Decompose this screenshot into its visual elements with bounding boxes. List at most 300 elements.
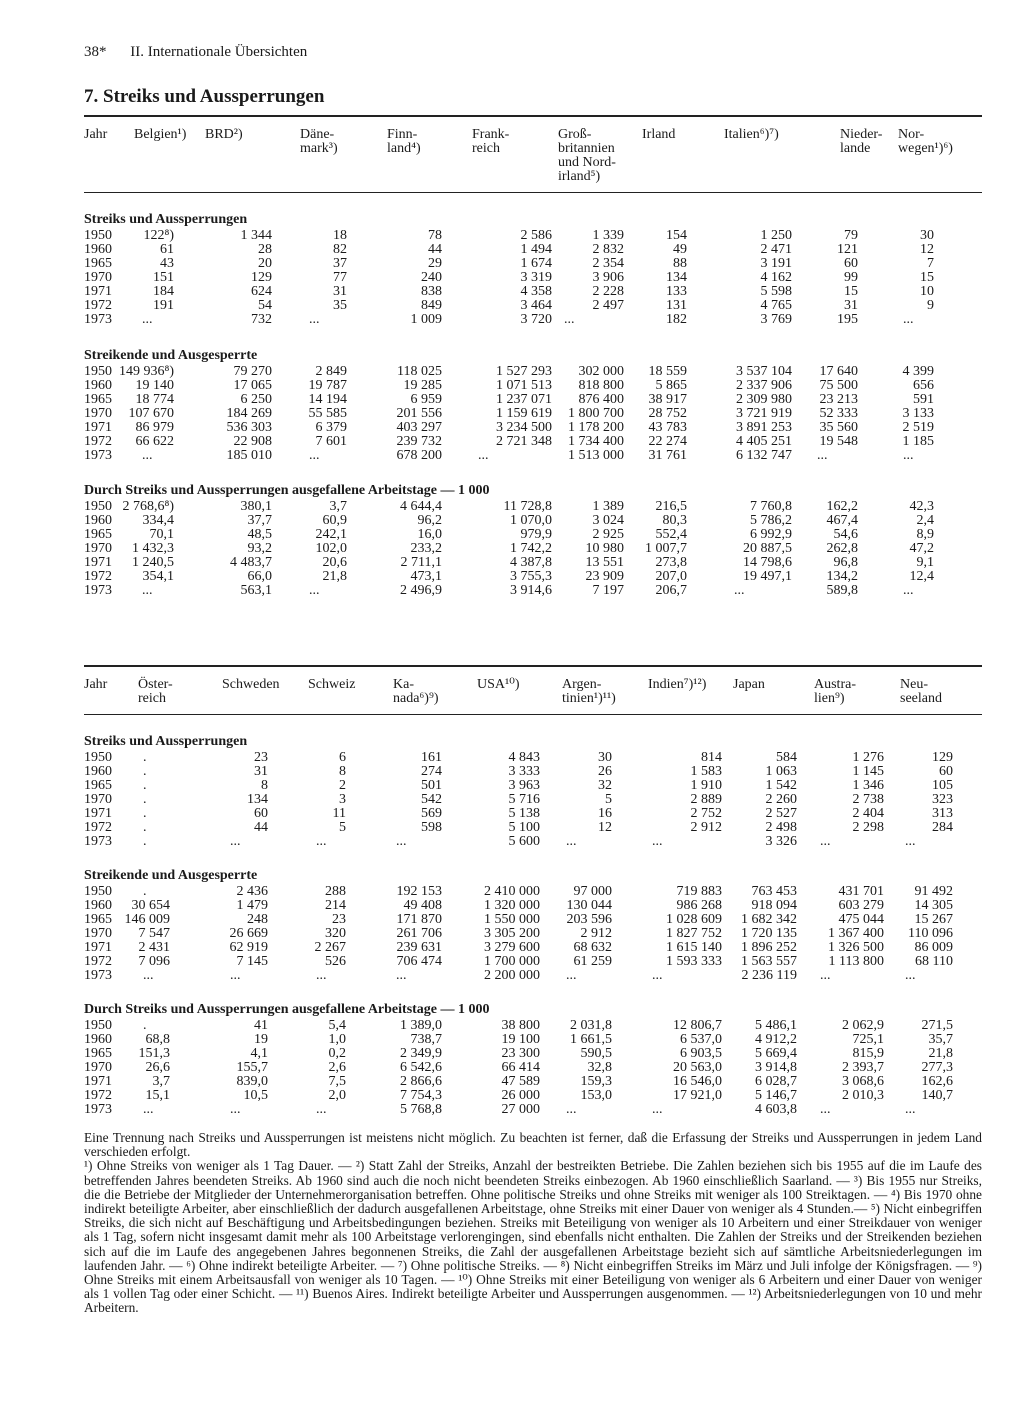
table1-table-row [84, 421, 982, 435]
value-cell: 818 800 [578, 378, 624, 393]
year-cell: 1972 [84, 954, 112, 969]
value-cell: 3 326 [765, 834, 797, 849]
value-cell: 96,2 [417, 513, 442, 528]
value-cell: 706 474 [396, 954, 442, 969]
value-cell: 18 [333, 228, 347, 243]
value-cell: 2,6 [328, 1060, 346, 1075]
value-cell: 31 [844, 298, 858, 313]
value-cell: 35,7 [928, 1032, 953, 1047]
year-cell: 1950 [84, 750, 112, 765]
value-cell: 591 [913, 392, 934, 407]
year-cell: 1970 [84, 926, 112, 941]
value-cell: 8 [261, 778, 268, 793]
value-cell: 302 000 [578, 364, 624, 379]
value-cell: 2 519 [902, 420, 934, 435]
value-cell: 17 065 [233, 378, 272, 393]
value-cell: 47,2 [909, 541, 934, 556]
year-cell: 1972 [84, 434, 112, 449]
value-cell: 79 [844, 228, 858, 243]
value-cell: 5 486,1 [755, 1018, 797, 1033]
table2-col-header: USA¹⁰) [477, 677, 520, 692]
value-cell: 2 768,6⁸) [122, 499, 174, 514]
value-cell: 26 [598, 764, 612, 779]
value-cell: 22 908 [233, 434, 272, 449]
value-cell: 88 [673, 256, 687, 271]
value-cell: 5,4 [328, 1018, 346, 1033]
table1-table-row [84, 243, 982, 257]
value-cell: 107 670 [128, 406, 174, 421]
value-cell: 2 866,6 [400, 1074, 442, 1089]
year-cell: 1950 [84, 1018, 112, 1033]
value-cell: 185 010 [226, 448, 272, 463]
table2-table-row [84, 1061, 982, 1075]
value-cell: 17 640 [819, 364, 858, 379]
year-cell: 1973 [84, 583, 112, 598]
value-cell: . [143, 792, 147, 807]
table2-table-row [84, 899, 982, 913]
value-cell: 31 761 [648, 448, 687, 463]
value-cell: 12 [598, 820, 612, 835]
value-cell: 60 [844, 256, 858, 271]
value-cell: 589,8 [826, 583, 858, 598]
value-cell: 7,5 [328, 1074, 346, 1089]
value-cell: 3 891 253 [736, 420, 792, 435]
value-cell: 5 [605, 792, 612, 807]
value-cell: ... [905, 1102, 916, 1117]
value-cell: 15 [920, 270, 934, 285]
value-cell: 12 [920, 242, 934, 257]
value-cell: 10 980 [585, 541, 624, 556]
value-cell: 23 [254, 750, 268, 765]
value-cell: 6 379 [315, 420, 347, 435]
value-cell: 4,1 [250, 1046, 268, 1061]
year-cell: 1972 [84, 569, 112, 584]
value-cell: 569 [421, 806, 442, 821]
value-cell: 86 979 [135, 420, 174, 435]
value-cell: 28 752 [648, 406, 687, 421]
value-cell: 129 [932, 750, 953, 765]
value-cell: 2 586 [520, 228, 552, 243]
value-cell: 2 393,7 [842, 1060, 884, 1075]
value-cell: 91 492 [914, 884, 953, 899]
value-cell: 233,2 [410, 541, 442, 556]
table2-table-row [84, 1033, 982, 1047]
value-cell: 732 [251, 312, 272, 327]
value-cell: 239 732 [396, 434, 442, 449]
value-cell: 6 992,9 [750, 527, 792, 542]
year-cell: 1965 [84, 256, 112, 271]
value-cell: 473,1 [410, 569, 442, 584]
value-cell: 1 800 700 [568, 406, 624, 421]
year-cell: 1960 [84, 378, 112, 393]
year-cell: 1965 [84, 527, 112, 542]
footnotes [84, 1131, 982, 1316]
value-cell: 206,7 [655, 583, 687, 598]
year-cell: 1970 [84, 406, 112, 421]
value-cell: 1 542 [765, 778, 797, 793]
value-cell: ... [820, 968, 831, 983]
value-cell: 4 603,8 [755, 1102, 797, 1117]
value-cell: 2 010,3 [842, 1088, 884, 1103]
table2-col-header: Schweden [222, 677, 280, 692]
year-cell: 1965 [84, 778, 112, 793]
value-cell: 2 354 [592, 256, 624, 271]
value-cell: 7 096 [138, 954, 170, 969]
value-cell: 38 917 [648, 392, 687, 407]
value-cell: 153,0 [580, 1088, 612, 1103]
value-cell: 14 798,6 [743, 555, 792, 570]
value-cell: 30 [920, 228, 934, 243]
value-cell: 121 [837, 242, 858, 257]
value-cell: 26,6 [145, 1060, 170, 1075]
value-cell: 162,2 [826, 499, 858, 514]
value-cell: 19 787 [308, 378, 347, 393]
value-cell: 624 [251, 284, 272, 299]
value-cell: 66,0 [247, 569, 272, 584]
value-cell: 146 009 [124, 912, 170, 927]
value-cell: 49 [673, 242, 687, 257]
value-cell: 380,1 [240, 499, 272, 514]
value-cell: 274 [421, 764, 442, 779]
value-cell: 5 716 [508, 792, 540, 807]
value-cell: 313 [932, 806, 953, 821]
value-cell: 4 843 [508, 750, 540, 765]
value-cell: 171 870 [396, 912, 442, 927]
value-cell: 248 [247, 912, 268, 927]
value-cell: 2 031,8 [570, 1018, 612, 1033]
value-cell: 1 563 557 [741, 954, 797, 969]
value-cell: 1 513 000 [568, 448, 624, 463]
value-cell: 2 267 [314, 940, 346, 955]
value-cell: 149 936⁸) [118, 364, 174, 379]
value-cell: . [143, 750, 147, 765]
value-cell: 52 333 [819, 406, 858, 421]
value-cell: 3 537 104 [736, 364, 792, 379]
value-cell: 526 [325, 954, 346, 969]
value-cell: 122⁸) [143, 228, 174, 243]
value-cell: 849 [421, 298, 442, 313]
value-cell: 2 436 [236, 884, 268, 899]
value-cell: ... [396, 968, 407, 983]
value-cell: ... [566, 834, 577, 849]
value-cell: 93,2 [247, 541, 272, 556]
value-cell: 19 100 [501, 1032, 540, 1047]
value-cell: 16 [598, 806, 612, 821]
table1-table-row [84, 285, 982, 299]
value-cell: 15 [844, 284, 858, 299]
value-cell: 31 [333, 284, 347, 299]
value-cell: 2 925 [592, 527, 624, 542]
value-cell: 986 268 [676, 898, 722, 913]
value-cell: 27 000 [501, 1102, 540, 1117]
table2-col-header: Jahr [84, 677, 108, 692]
value-cell: 21,8 [322, 569, 347, 584]
table2-header-rule [84, 714, 982, 715]
value-cell: 431 701 [838, 884, 884, 899]
page-number: 38* [84, 44, 107, 60]
value-cell: 2 849 [315, 364, 347, 379]
table1-table-row [84, 514, 982, 528]
value-cell: 43 [160, 256, 174, 271]
value-cell: 1 346 [852, 778, 884, 793]
value-cell: 31 [254, 764, 268, 779]
value-cell: 3 963 [508, 778, 540, 793]
value-cell: 11 728,8 [503, 499, 552, 514]
value-cell: 2 228 [592, 284, 624, 299]
value-cell: ... [142, 583, 153, 598]
value-cell: 1 344 [240, 228, 272, 243]
value-cell: 1 674 [520, 256, 552, 271]
year-cell: 1950 [84, 364, 112, 379]
value-cell: 195 [837, 312, 858, 327]
table2-table-row [84, 835, 982, 849]
value-cell: 763 453 [751, 884, 797, 899]
value-cell: 475 044 [838, 912, 884, 927]
value-cell: 2 200 000 [484, 968, 540, 983]
value-cell: 1 326 500 [828, 940, 884, 955]
value-cell: 5 146,7 [755, 1088, 797, 1103]
table2-table-row [84, 765, 982, 779]
table1-table-row [84, 407, 982, 421]
value-cell: 61 [160, 242, 174, 257]
value-cell: 5 598 [760, 284, 792, 299]
table2-col-header: Schweiz [308, 677, 356, 692]
table2-col-header: Argen- tinien¹)¹¹) [562, 677, 616, 706]
table1-col-header: BRD²) [205, 127, 243, 142]
value-cell: 133 [666, 284, 687, 299]
value-cell: ... [817, 448, 828, 463]
value-cell: 2 410 000 [484, 884, 540, 899]
value-cell: 102,0 [315, 541, 347, 556]
value-cell: 151,3 [138, 1046, 170, 1061]
value-cell: . [143, 820, 147, 835]
value-cell: 1 896 252 [741, 940, 797, 955]
value-cell: 1 159 619 [496, 406, 552, 421]
table1-table-row [84, 435, 982, 449]
value-cell: 2 337 906 [736, 378, 792, 393]
value-cell: 47 589 [501, 1074, 540, 1089]
value-cell: 1 113 800 [828, 954, 884, 969]
value-cell: 284 [932, 820, 953, 835]
value-cell: 23 [332, 912, 346, 927]
table2-col-header: Indien⁷)¹²) [648, 677, 707, 692]
value-cell: 3,7 [152, 1074, 170, 1089]
value-cell: 2 431 [138, 940, 170, 955]
value-cell: 738,7 [410, 1032, 442, 1047]
value-cell: . [143, 834, 147, 849]
value-cell: 552,4 [655, 527, 687, 542]
value-cell: 161 [421, 750, 442, 765]
value-cell: 1 389,0 [400, 1018, 442, 1033]
year-cell: 1960 [84, 898, 112, 913]
value-cell: 207,0 [655, 569, 687, 584]
value-cell: 44 [254, 820, 268, 835]
value-cell: 918 094 [751, 898, 797, 913]
table2-col-header: Neu- seeland [900, 677, 942, 706]
value-cell: 2,0 [328, 1088, 346, 1103]
value-cell: 1 827 752 [666, 926, 722, 941]
value-cell: 3 755,3 [510, 569, 552, 584]
value-cell: 35 560 [819, 420, 858, 435]
table2-col-header: Austra- lien⁹) [814, 677, 856, 706]
value-cell: 1 910 [690, 778, 722, 793]
value-cell: 23 300 [501, 1046, 540, 1061]
value-cell: 155,7 [236, 1060, 268, 1075]
value-cell: 20 887,5 [743, 541, 792, 556]
value-cell: 12 806,7 [673, 1018, 722, 1033]
value-cell: 61 259 [573, 954, 612, 969]
value-cell: 1 479 [236, 898, 268, 913]
value-cell: 563,1 [240, 583, 272, 598]
value-cell: 6 250 [240, 392, 272, 407]
value-cell: 19 140 [135, 378, 174, 393]
value-cell: 2,4 [916, 513, 934, 528]
value-cell: 2 527 [765, 806, 797, 821]
value-cell: 5 100 [508, 820, 540, 835]
value-cell: 77 [333, 270, 347, 285]
table2-table-row [84, 1019, 982, 1033]
value-cell: 23 909 [585, 569, 624, 584]
value-cell: ... [734, 583, 745, 598]
value-cell: 6 132 747 [736, 448, 792, 463]
value-cell: 7 145 [236, 954, 268, 969]
value-cell: ... [903, 583, 914, 598]
value-cell: 4 387,8 [510, 555, 552, 570]
value-cell: 0,2 [328, 1046, 346, 1061]
value-cell: 3 464 [520, 298, 552, 313]
value-cell: 9,1 [916, 555, 934, 570]
value-cell: 159,3 [580, 1074, 612, 1089]
footnote-intro: Eine Trennung nach Streiks und Aussperrungen ist meistens nicht möglich. Zu beachten ist ferner, daß die Erfassung der Streiks und Aussperrungen in jedem Land verschieden erfolgt. [84, 1130, 982, 1160]
year-cell: 1970 [84, 541, 112, 556]
table1-table-row [84, 271, 982, 285]
year-cell: 1960 [84, 242, 112, 257]
value-cell: 242,1 [315, 527, 347, 542]
value-cell: 154 [666, 228, 687, 243]
value-cell: 2 832 [592, 242, 624, 257]
value-cell: 6 537,0 [680, 1032, 722, 1047]
value-cell: 3 769 [760, 312, 792, 327]
value-cell: 3 914,8 [755, 1060, 797, 1075]
value-cell: 20 563,0 [673, 1060, 722, 1075]
year-cell: 1971 [84, 284, 112, 299]
value-cell: 82 [333, 242, 347, 257]
value-cell: . [143, 806, 147, 821]
value-cell: 70,1 [149, 527, 174, 542]
value-cell: ... [652, 834, 663, 849]
table2-table-row [84, 821, 982, 835]
value-cell: 134 [666, 270, 687, 285]
table2-col-header: Öster- reich [138, 677, 173, 706]
table1-table-row [84, 299, 982, 313]
value-cell: 86 009 [914, 940, 953, 955]
table2-section-label: Durch Streiks und Aussperrungen ausgefallene Arbeitstage — 1 000 [84, 1002, 490, 1017]
value-cell: 32 [598, 778, 612, 793]
value-cell: 54,6 [833, 527, 858, 542]
value-cell: 4 765 [760, 298, 792, 313]
value-cell: ... [230, 834, 241, 849]
year-cell: 1972 [84, 1088, 112, 1103]
value-cell: 1 145 [852, 764, 884, 779]
value-cell: 16 546,0 [673, 1074, 722, 1089]
value-cell: 216,5 [655, 499, 687, 514]
value-cell: 3 721 919 [736, 406, 792, 421]
table1-table-row [84, 584, 982, 598]
value-cell: 28 [258, 242, 272, 257]
table1-col-header: Italien⁶)⁷) [724, 127, 779, 142]
value-cell: 54 [258, 298, 272, 313]
table1-table-row [84, 528, 982, 542]
year-cell: 1960 [84, 1032, 112, 1047]
value-cell: 18 774 [135, 392, 174, 407]
value-cell: 129 [251, 270, 272, 285]
table2-table-row [84, 779, 982, 793]
value-cell: 590,5 [580, 1046, 612, 1061]
value-cell: 814 [701, 750, 722, 765]
value-cell: ... [566, 1102, 577, 1117]
year-cell: 1950 [84, 884, 112, 899]
year-cell: 1973 [84, 312, 112, 327]
value-cell: 37,7 [247, 513, 272, 528]
table2-table-row [84, 1103, 982, 1117]
table1-table-row [84, 257, 982, 271]
value-cell: 240 [421, 270, 442, 285]
value-cell: 41 [254, 1018, 268, 1033]
value-cell: 542 [421, 792, 442, 807]
value-cell: 20,6 [322, 555, 347, 570]
table2-col-header: Japan [733, 677, 765, 692]
value-cell: . [143, 1018, 147, 1033]
value-cell: 3 720 [520, 312, 552, 327]
year-cell: 1950 [84, 228, 112, 243]
table2-table-row [84, 955, 982, 969]
value-cell: 656 [913, 378, 934, 393]
year-cell: 1971 [84, 940, 112, 955]
value-cell: 2 404 [852, 806, 884, 821]
table2-section-label: Streiks und Aussperrungen [84, 734, 248, 749]
value-cell: 2 498 [765, 820, 797, 835]
table2-table-row [84, 793, 982, 807]
value-cell: 182 [666, 312, 687, 327]
year-cell: 1965 [84, 1046, 112, 1061]
table2-table-row [84, 913, 982, 927]
value-cell: 140,7 [921, 1088, 953, 1103]
value-cell: 60 [939, 764, 953, 779]
year-cell: 1970 [84, 792, 112, 807]
value-cell: ... [652, 1102, 663, 1117]
value-cell: 5 768,8 [400, 1102, 442, 1117]
value-cell: 1 734 400 [568, 434, 624, 449]
value-cell: 4 399 [902, 364, 934, 379]
value-cell: ... [566, 968, 577, 983]
value-cell: 19 548 [819, 434, 858, 449]
value-cell: 10 [920, 284, 934, 299]
table2-table-row [84, 1075, 982, 1089]
year-cell: 1965 [84, 912, 112, 927]
value-cell: 323 [932, 792, 953, 807]
value-cell: 42,3 [909, 499, 934, 514]
value-cell: 3 333 [508, 764, 540, 779]
value-cell: 1 742,2 [510, 541, 552, 556]
value-cell: 3,7 [329, 499, 347, 514]
table-title: 7. Streiks und Aussperrungen [84, 86, 325, 107]
value-cell: 105 [932, 778, 953, 793]
value-cell: 1 240,5 [132, 555, 174, 570]
value-cell: 17 921,0 [673, 1088, 722, 1103]
value-cell: ... [905, 834, 916, 849]
value-cell: 277,3 [921, 1060, 953, 1075]
value-cell: 838 [421, 284, 442, 299]
